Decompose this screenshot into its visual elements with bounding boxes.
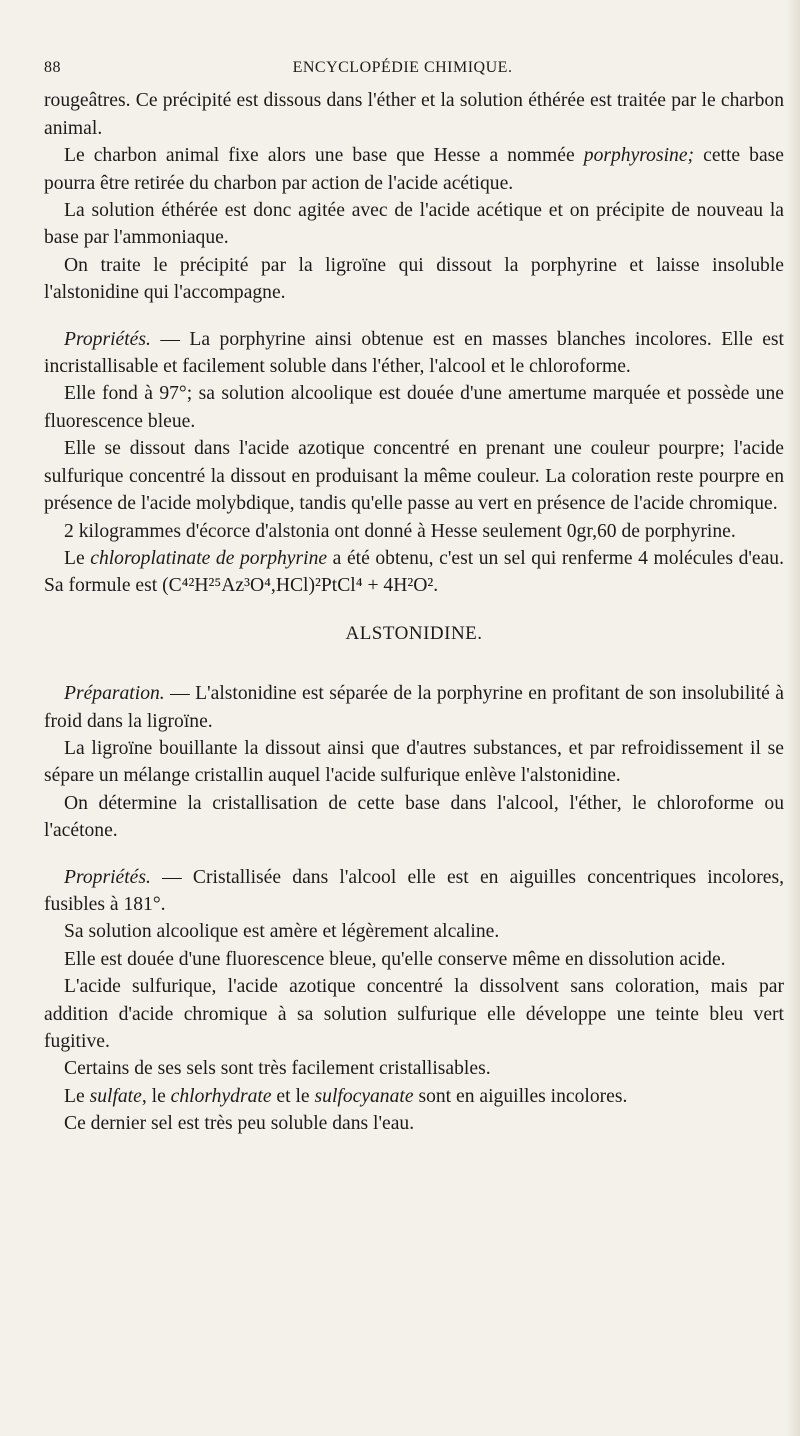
paragraph-18: Le sulfate, le chlorhydrate et le sulfocyanate sont en aiguilles incolores. bbox=[64, 1085, 628, 1107]
page-number: 88 bbox=[44, 59, 61, 76]
paragraph-8: 2 kilogrammes d'écorce d'alstonia ont donné à Hesse seulement 0gr,60 de porphyrine. bbox=[64, 520, 736, 542]
running-header bbox=[44, 54, 784, 81]
paragraph-2: Le charbon animal fixe alors une base que Hesse a nommée porphyrosine; cette base pourra être retirée du charbon par action de l'acide acétique. bbox=[44, 145, 784, 194]
paragraph-19: Ce dernier sel est très peu soluble dans l'eau. bbox=[64, 1113, 415, 1135]
term-sulfate: sulfate bbox=[89, 1085, 142, 1107]
paragraph-1: rougeâtres. Ce précipité est dissous dans l'éther et la solution éthérée est traitée par le charbon animal. bbox=[44, 90, 784, 139]
term-chlorhydrate: chlorhydrate bbox=[170, 1085, 272, 1107]
paragraph-9: Le chloroplatinate de porphyrine a été obtenu, c'est un sel qui renferme 4 molécules d'eau. Sa formule est (C⁴²H²⁵Az³O⁴,HCl)²PtCl⁴ + 4H²O². bbox=[44, 547, 784, 597]
label-proprietes-2: Propriétés. bbox=[64, 866, 151, 888]
running-title: ENCYCLOPÉDIE CHIMIQUE. bbox=[292, 59, 513, 76]
term-chloroplatinate: chloroplatinate de porphyrine bbox=[90, 547, 328, 569]
page-edge-shadow bbox=[786, 0, 800, 1436]
paragraph-11: La ligroïne bouillante la dissout ainsi que d'autres substances, et par refroidissement il se sépare un mélange cristallin auquel l'acide sulfurique enlève l'alstonidine. bbox=[44, 737, 784, 787]
section-title: ALSTONIDINE. bbox=[345, 622, 483, 644]
document-page bbox=[44, 54, 784, 1138]
term-sulfocyanate: sulfocyanate bbox=[314, 1085, 414, 1107]
term-porphyrosine: porphyrosine; bbox=[583, 145, 695, 167]
label-preparation: Préparation. bbox=[64, 683, 165, 705]
paragraph-14: Sa solution alcoolique est amère et légèrement alcaline. bbox=[64, 921, 500, 943]
paragraph-12: On détermine la cristallisation de cette base dans l'alcool, l'éther, le chloroforme ou l'acétone. bbox=[44, 792, 784, 842]
paragraph-17: Certains de ses sels sont très facilement cristallisables. bbox=[64, 1058, 491, 1080]
paragraph-10: Préparation. — L'alstonidine est séparée de la porphyrine en profitant de son insolubilité à froid dans la ligroïne. bbox=[44, 683, 784, 732]
paragraph-15: Elle est douée d'une fluorescence bleue, qu'elle conserve même en dissolution acide. bbox=[64, 948, 726, 970]
paragraph-7: Elle se dissout dans l'acide azotique concentré en prenant une couleur pourpre; l'acide sulfurique concentré la dissout en produisant la même couleur. La coloration reste pourpre en présence de l'acide molybdique, tandis qu'elle passe au vert en présence de l'acide chromique. bbox=[44, 438, 784, 515]
paragraph-4: On traite le précipité par la ligroïne qui dissout la porphyrine et laisse insoluble l'alstonidine qui l'accompagne. bbox=[44, 254, 784, 304]
label-proprietes: Propriétés. bbox=[64, 328, 151, 350]
paragraph-5: Propriétés. — La porphyrine ainsi obtenue est en masses blanches incolores. Elle est incristallisable et facilement soluble dans l'éther, l'alcool et le chloroforme. bbox=[44, 328, 784, 378]
paragraph-3: La solution éthérée est donc agitée avec de l'acide acétique et on précipite de nouveau la base par l'ammoniaque. bbox=[44, 200, 784, 249]
paragraph-13: Propriétés. — Cristallisée dans l'alcool elle est en aiguilles concentriques incolores, fusibles à 181°. bbox=[44, 866, 784, 915]
paragraph-6: Elle fond à 97°; sa solution alcoolique est douée d'une amertume marquée et possède une fluorescence bleue. bbox=[44, 383, 784, 432]
paragraph-16: L'acide sulfurique, l'acide azotique concentré la dissolvent sans coloration, mais par addition d'acide chromique à sa solution sulfurique elle développe une teinte bleu vert fugitive. bbox=[44, 976, 784, 1052]
